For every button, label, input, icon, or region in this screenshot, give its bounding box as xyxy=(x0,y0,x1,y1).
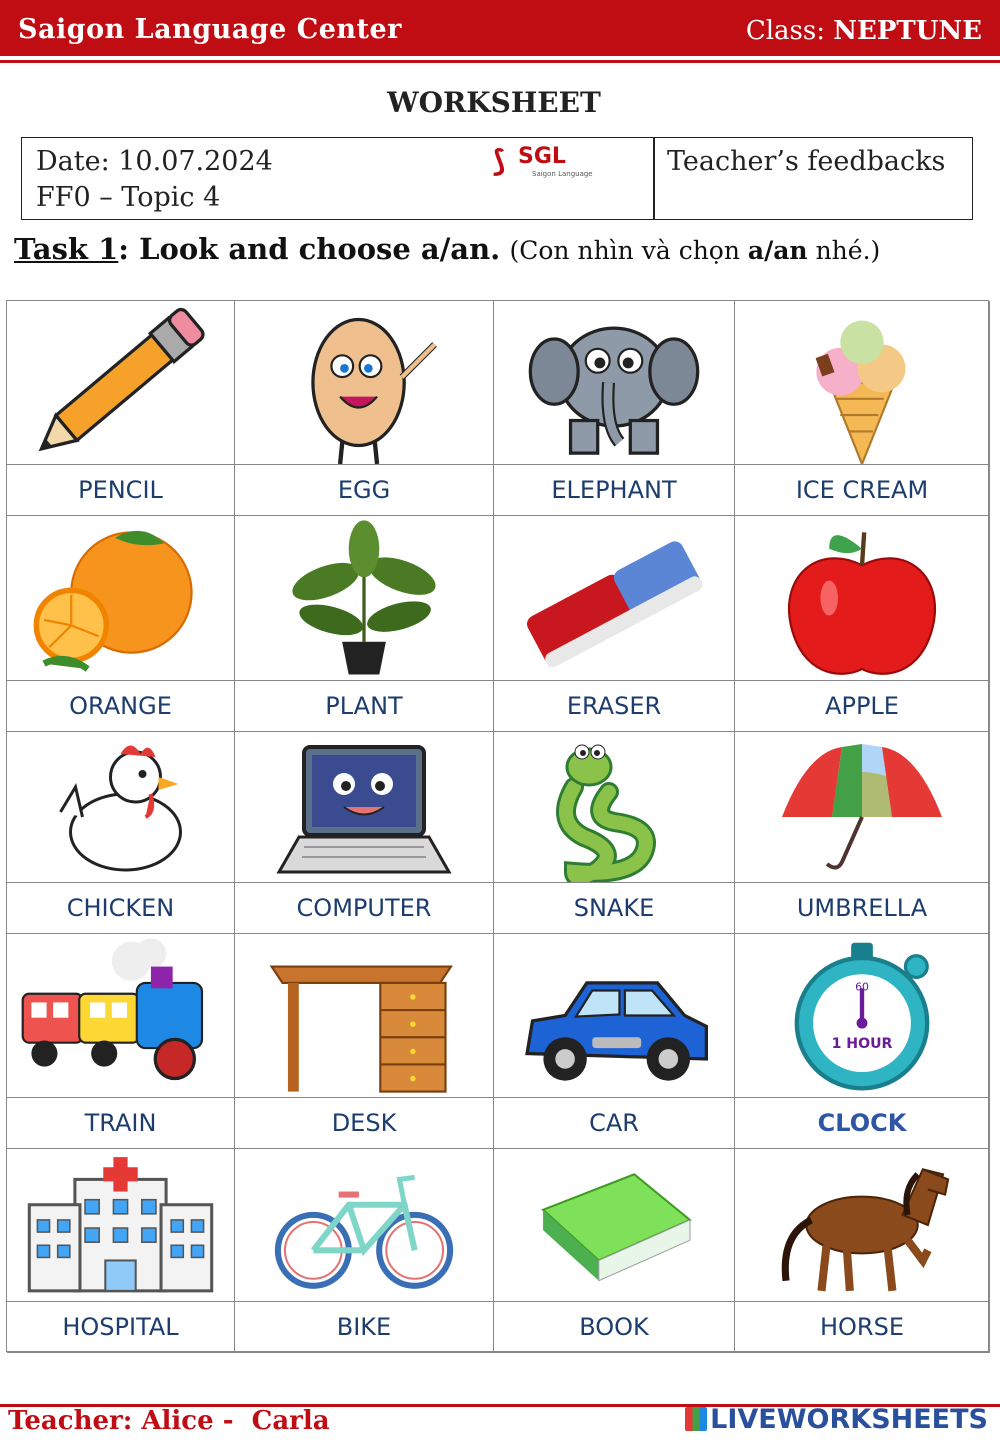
book-icon xyxy=(494,1149,734,1301)
eraser-icon xyxy=(494,516,734,680)
header-divider xyxy=(0,60,1000,63)
task-heading xyxy=(14,232,880,266)
info-box xyxy=(21,137,973,220)
school-name: Saigon Language Center xyxy=(18,14,402,45)
orange-icon xyxy=(7,516,234,680)
picture-cell xyxy=(235,1149,494,1302)
picture-cell xyxy=(7,301,235,465)
picture-cell xyxy=(7,516,235,681)
clock-face-text: 1 HOUR xyxy=(831,1036,893,1053)
word-label: PLANT xyxy=(235,681,494,732)
word-label: SNAKE xyxy=(494,883,735,934)
liveworksheets-brand xyxy=(685,1404,988,1435)
picture-cell xyxy=(735,934,990,1098)
vocabulary-grid xyxy=(6,300,989,1352)
word-label: PENCIL xyxy=(7,465,235,516)
word-label: CAR xyxy=(494,1098,735,1149)
egg-icon xyxy=(235,301,493,464)
word-label: TRAIN xyxy=(7,1098,235,1149)
word-label: UMBRELLA xyxy=(735,883,990,934)
page-title: WORKSHEET xyxy=(387,86,601,119)
class-info xyxy=(746,16,982,46)
class-label: Class: xyxy=(745,16,825,46)
task-vn-suffix: nhé.) xyxy=(807,236,881,265)
picture-cell xyxy=(235,732,494,883)
word-label: ORANGE xyxy=(7,681,235,732)
word-label: EGG xyxy=(235,465,494,516)
word-label: HOSPITAL xyxy=(7,1302,235,1353)
car-icon xyxy=(494,934,734,1097)
info-divider xyxy=(653,138,655,219)
task-vietnamese xyxy=(510,236,881,265)
task-vn-prefix: (Con nhìn và chọn xyxy=(509,236,748,265)
picture-cell xyxy=(735,516,990,681)
elephant-icon xyxy=(494,301,734,464)
class-name: NEPTUNE xyxy=(833,16,982,46)
horse-icon xyxy=(735,1149,989,1301)
picture-cell xyxy=(494,301,735,465)
pencil-icon xyxy=(7,301,234,464)
picture-cell xyxy=(494,516,735,681)
word-label: ERASER xyxy=(494,681,735,732)
picture-cell xyxy=(235,934,494,1098)
date-text: Date: 10.07.2024 xyxy=(36,146,273,177)
ice-cream-icon xyxy=(735,301,989,464)
picture-cell xyxy=(494,1149,735,1302)
word-label: CLOCK xyxy=(735,1098,990,1149)
word-label: DESK xyxy=(235,1098,494,1149)
computer-icon xyxy=(235,732,493,882)
topic-text: FF0 – Topic 4 xyxy=(36,182,221,213)
picture-cell xyxy=(7,1149,235,1302)
picture-cell xyxy=(235,301,494,465)
picture-cell xyxy=(735,732,990,883)
liveworksheets-icon xyxy=(685,1407,707,1431)
teacher-feedback-label: Teacher’s feedbacks xyxy=(667,146,946,177)
hospital-icon xyxy=(7,1149,234,1301)
picture-cell xyxy=(735,301,990,465)
picture-cell xyxy=(494,732,735,883)
train-icon xyxy=(7,934,234,1097)
header-bar xyxy=(0,0,1000,56)
task-label: Task 1 xyxy=(14,232,119,266)
word-label: BIKE xyxy=(235,1302,494,1353)
picture-cell xyxy=(7,934,235,1098)
picture-cell xyxy=(494,934,735,1098)
task-vn-bold: a/an xyxy=(747,236,808,265)
word-label: CHICKEN xyxy=(7,883,235,934)
logo-subtext: Saigon Language xyxy=(532,170,593,178)
picture-cell xyxy=(735,1149,990,1302)
logo-text: SGL xyxy=(518,144,566,169)
picture-cell xyxy=(7,732,235,883)
sgl-logo-icon: ⟆ xyxy=(492,144,506,179)
clock-icon xyxy=(735,934,989,1097)
apple-icon xyxy=(735,516,989,680)
desk-icon xyxy=(235,934,493,1097)
word-label: ICE CREAM xyxy=(735,465,990,516)
task-instruction: : Look and choose a/an. xyxy=(118,232,501,266)
word-label: COMPUTER xyxy=(235,883,494,934)
umbrella-icon xyxy=(735,732,989,882)
word-label: ELEPHANT xyxy=(494,465,735,516)
teacher-name: Teacher: Alice - Carla xyxy=(8,1406,330,1436)
chicken-icon xyxy=(7,732,234,882)
plant-icon xyxy=(235,516,493,680)
snake-icon xyxy=(494,732,734,882)
brand-text: LIVEWORKSHEETS xyxy=(710,1404,988,1435)
word-label: HORSE xyxy=(735,1302,990,1353)
picture-cell xyxy=(235,516,494,681)
clock-face-top-text: 60 xyxy=(855,980,869,994)
sgl-logo xyxy=(492,142,602,179)
word-label: APPLE xyxy=(735,681,990,732)
bike-icon xyxy=(235,1149,493,1301)
word-label: BOOK xyxy=(494,1302,735,1353)
